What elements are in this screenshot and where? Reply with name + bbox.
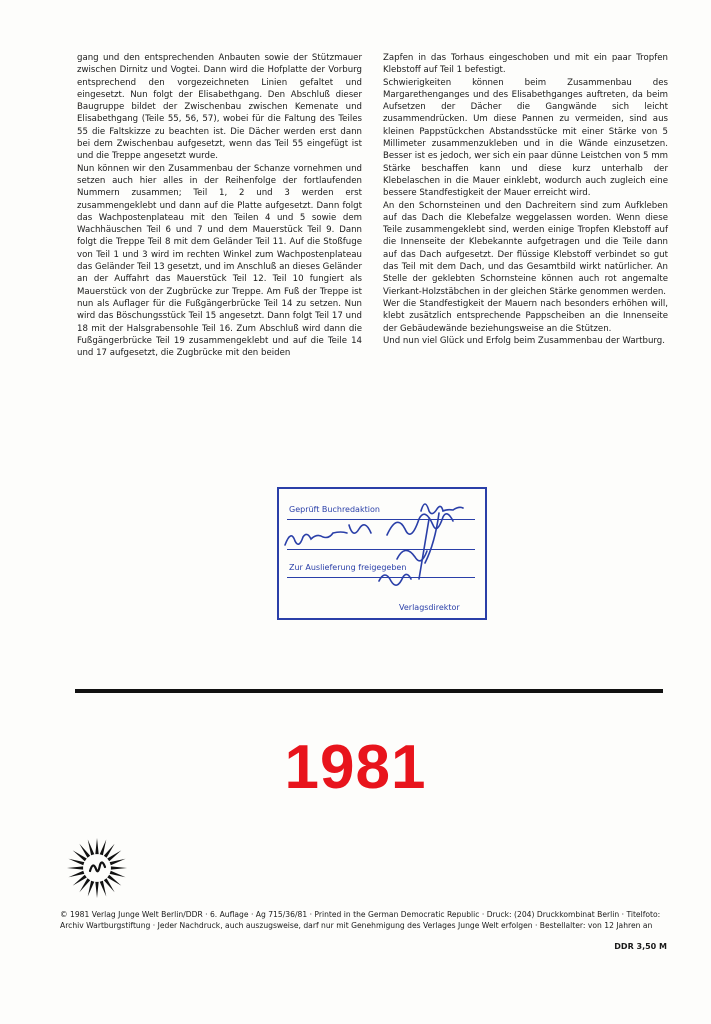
stamp-line-director: Verlagsdirektor <box>399 603 460 612</box>
price-label: DDR 3,50 M <box>614 942 667 951</box>
edition-year: 1981 <box>284 733 427 802</box>
logo-ray <box>88 839 95 855</box>
text-column-right <box>383 52 668 347</box>
logo-ray <box>111 866 127 869</box>
logo-ray <box>100 881 107 897</box>
approval-stamp <box>277 487 487 620</box>
horizontal-rule <box>75 689 663 693</box>
logo-ray <box>67 866 83 869</box>
logo-ray <box>68 871 84 878</box>
logo-ray <box>95 838 98 854</box>
paragraph: Wer die Standfestigkeit der Mauern nach besonders erhöhen will, klebt zusätzlich entsprechende Pappscheiben an die Innenseite der Gebäudewände beziehungsweise an die Stützen. <box>383 298 668 334</box>
logo-ray <box>110 871 126 878</box>
logo-ray <box>100 839 107 855</box>
paragraph: Nun können wir den Zusammenbau der Schanze vornehmen und setzen auch hier alles in der Reihenfolge der fortlaufenden Nummern zusammen; Teil 1, 2 und 3 werden erst zusammengeklebt und dann auf die Platte aufgesetzt. Dann folgt das Wachpostenplateau mit den Teilen 4 und 5 sowie dem Wachhäuschen Teil 6 und 7 und dem Mauerstück Teil 9. Dann folgt die Treppe Teil 8 mit dem Geländer Teil 11. Auf die Stoßfuge von Teil 1 und 3 wird im rechten Winkel zum Wachpostenplateau das Geländer Teil 13 gesetzt, und im Anschluß an dieses Geländer an der Auffahrt das Mauerstück Teil 12. Teil 10 fungiert als Mauerstück von der Zugbrücke zur Treppe. Am Fuß der Treppe ist nun als Auflager für die Fußgängerbrücke Teil 14 zu setzen. Nun wird das Böschungsstück Teil 15 angesetzt. Dann folgt Teil 17 und 18 mit der Halsgrabensohle Teil 16. Zum Abschluß wird dann die Fußgängerbrücke Teil 19 zusammengeklebt und auf die Teile 14 und 17 aufgesetzt, die Zugbrücke mit den beiden <box>77 163 362 359</box>
text-column-left <box>77 52 362 359</box>
paragraph: Zapfen in das Torhaus eingeschoben und mit ein paar Tropfen Klebstoff auf Teil 1 befestigt. <box>383 53 668 76</box>
stamp-line-checked: Geprüft Buchredaktion <box>289 505 380 514</box>
logo-ray <box>88 881 95 897</box>
logo-ray <box>95 882 98 898</box>
paragraph: An den Schornsteinen und den Dachreitern sind zum Aufkleben auf das Dach die Klebefalze weggelassen worden. Wenn diese Teile zusammengeklebt sind, werden einige Tropfen Klebstoff auf die Innenseite der Klebekannte aufgetragen und die Teile dann auf das Dach aufgesetzt. Der flüssige Klebstoff verbindet so gut das Teil mit dem Dach, und das Gesamtbild wirkt natürlicher. An Stelle der geklebten Schornsteine können auch rot angemalte Vierkant-Holzstäbchen in der gleichen Stärke genommen werden. <box>383 200 668 297</box>
sun-logo-icon <box>65 835 129 899</box>
logo-ray <box>110 859 126 866</box>
paragraph: Schwierigkeiten können beim Zusammenbau des Margarethenganges und des Elisabethganges auftreten, da beim Aufsetzen der Dächer die Gangwände sich leicht zusammendrücken. Um diese Pannen zu vermeiden, sind aus kleinen Pappstückchen Abstandsstücke mit einer Stärke von 5 Millimeter zusammenzukleben und in die Wände einzusetzen. Besser ist es jedoch, wer sich ein paar dünne Leistchen von 5 mm Stärke beschaffen kann und diese kurz unterhalb der Klebelaschen in die Mauer einklebt, wodurch auch zugleich eine bessere Standfestigkeit der Mauer erreicht wird. <box>383 77 668 199</box>
handwritten-signature-icon <box>279 489 489 622</box>
paragraph: Und nun viel Glück und Erfolg beim Zusammenbau der Wartburg. <box>383 335 665 346</box>
paragraph: gang und den entsprechenden Anbauten sowie der Stützmauer zwischen Dirnitz und Vogtei. Dann wird die Hofplatte der Vorburg entsprechend den vorgezeichneten Linien gefaltet und eingesetzt. Nun folgt der Elisabethgang. Den Abschluß dieser Baugruppe bildet der Zwischenbau zwischen Kemenate und Elisabethgang (Teile 55, 56, 57), wobei für die Faltung des Teiles 55 die Faltskizze zu beachten ist. Die Dächer werden erst dann bei dem Zwischenbau aufgesetzt, wenn das Teil 55 eingefügt ist und die Treppe angesetzt wurde. <box>77 53 362 162</box>
logo-ray <box>68 859 84 866</box>
imprint-text: © 1981 Verlag Junge Welt Berlin/DDR · 6. Auflage · Ag 715/36/81 · Printed in the German Democratic Republic · Druck: (204) Druckkombinat Berlin · Titelfoto: Archiv Wartburgstiftung · Jeder Nachdruck, auch auszugsweise, darf nur mit Genehmigung des Verlages Junge Welt erfolgen · Bestellalter: von 12 Jahren an <box>60 910 661 930</box>
stamp-line-release: Zur Auslieferung freigegeben <box>289 563 407 572</box>
